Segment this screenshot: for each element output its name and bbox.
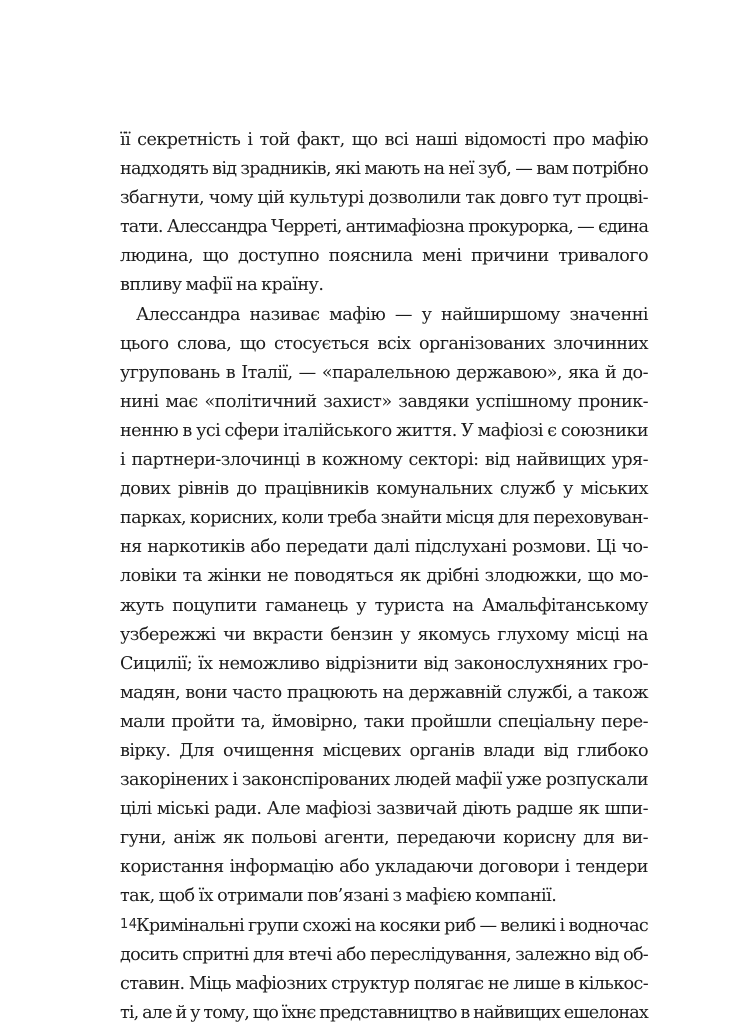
text-line: Кримінальні групи схожі на косяки риб — великі і водночас xyxy=(136,915,648,936)
text-line: людина, що доступно пояснила мені причини тривалого xyxy=(120,246,648,267)
text-line: мадян, вони часто працюють на державній службі, а також xyxy=(120,682,648,703)
text-line: дових рівнів до працівників комунальних служб у міських xyxy=(120,479,648,500)
text-line: гуни, аніж як польові агенти, передаючи корисну для ви- xyxy=(120,828,648,849)
text-line: мали пройти та, ймовірно, таки пройшли спеціальну пере- xyxy=(120,711,648,732)
text-line: цього слова, що стосується всіх організованих злочинних xyxy=(120,333,648,354)
text-line: її секретність і той факт, що всі наші відомості про мафію xyxy=(120,130,648,150)
text-line: Алессандра називає мафію — у найширшому значенні xyxy=(136,304,648,325)
text-line: ненню в усі сфери італійського життя. У мафіозі є союзники xyxy=(120,420,648,441)
text-line: вірку. Для очищення місцевих органів влади від глибоко xyxy=(120,740,648,761)
text-line: ставин. Міць мафіозних структур полягає не лише в кількос- xyxy=(120,973,648,994)
text-line: збагнути, чому цій культурі дозволили так довго тут процві- xyxy=(120,188,648,209)
text-line: закорінених і законспірованих людей мафії уже розпускали xyxy=(120,770,648,791)
text-line: впливу мафії на країну. xyxy=(120,275,324,296)
text-line: надходять від зрадників, які мають на неї зуб, — вам потрібно xyxy=(120,159,648,180)
text-line: і партнери-злочинці в кожному секторі: від найвищих уря- xyxy=(120,450,648,471)
text-line: узбережжі чи вкрасти бензин у якомусь глухому місці на xyxy=(120,624,648,645)
body-text xyxy=(120,126,648,1028)
text-line: парках, корисних, коли треба знайти місця для переховуван- xyxy=(120,508,648,529)
text-line: нині має «політичний захист» завдяки успішному проник- xyxy=(120,391,648,412)
text-line: досить спритні для втечі або переслідування, залежно від об- xyxy=(120,944,648,965)
text-line: користання інформацію або укладаючи договори і тендери xyxy=(120,857,648,878)
text-line: так, щоб їх отримали пов’язані з мафією компанії. xyxy=(120,886,557,907)
page-number: 14 xyxy=(120,917,138,932)
text-line: угруповань в Італії, — «паралельною державою», яка й до- xyxy=(120,362,648,383)
text-line: Сицилії; їх неможливо відрізнити від законослухняних гро- xyxy=(120,653,648,674)
text-line: тати. Алессандра Черреті, антимафіозна прокурорка, — єдина xyxy=(120,217,648,238)
text-line: ті, але й у тому, що їхнє представництво в найвищих ешелонах xyxy=(120,1002,648,1023)
text-line: ня наркотиків або передати далі підслухані розмови. Ці чо- xyxy=(120,537,648,558)
text-line: цілі міські ради. Але мафіозі зазвичай діють радше як шпи- xyxy=(120,799,648,820)
text-line: ловіки та жінки не поводяться як дрібні злодюжки, що мо- xyxy=(120,566,648,587)
text-line: жуть поцупити гаманець у туриста на Амальфітанському xyxy=(120,595,648,616)
